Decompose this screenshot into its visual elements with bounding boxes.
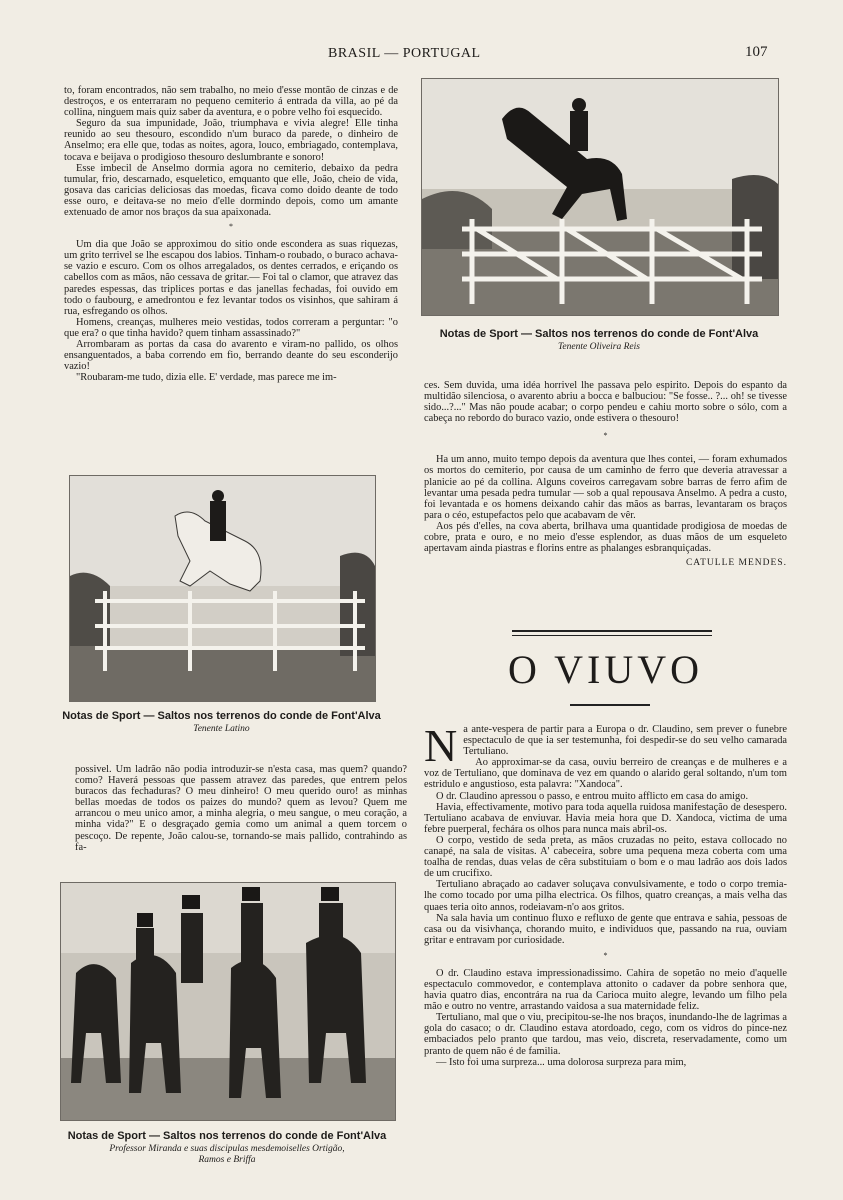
drop-cap: N [424, 720, 458, 771]
running-title: BRASIL — PORTUGAL [328, 46, 481, 61]
caption-latino [49, 710, 394, 735]
paragraph: Homens, creanças, mulheres meio vestidas, todos correram a perguntar: "o que era? o que tinha havido? quem tinham assassinado?" [64, 316, 398, 339]
paragraph: Tertuliano abraçado ao cadaver soluçava convulsivamente, e todo o corpo tremia-lhe como tocado por uma pilha electrica. Os filhos, quatro creanças, a mais velha das quaes teria oito annos, rodeiavam-n'o aos gritos. [424, 879, 787, 913]
heading-rule-bottom [570, 704, 650, 707]
paragraph: Ha um anno, muito tempo depois da aventura que lhes contei, — foram exhumados os mortos do cemiterio, por causa de um caminho de ferro que deveria atravessar a planicie ao pé da collina. Alguns coveiros carregavam sobre barras de ferro afim de levantar uma pesada pedra tumular — sob a qual repousava Anselmo. A pedra a custo, foi levantada e os homens deixando cahir das mãos as barras, levantaram os braços para o céo, estupefactos pelo que acabavam de vêr. [424, 454, 787, 521]
paragraph: a ante-vespera de partir para a Europa o dr. Claudino, sem prever o funebre espectaculo de que ia ser testemunha, foi despedir-se do seu velho camarada Tertuliano. [463, 724, 787, 758]
section-separator: * [229, 222, 233, 232]
paragraph: O dr. Claudino apressou o passo, e entrou muito afflicto em casa do amigo. [436, 790, 749, 802]
horse-jump-image [70, 476, 375, 701]
paragraph: Havia, effectivamente, motivo para toda aquella ruidosa manifestação de desespero. Tertuliano acabava de enviuvar. Havia meia hora que D. Xandoca, victima de uma febre puerperal, fechára os olhos para nunca mais abril-os. [424, 801, 787, 835]
paragraph: Seguro da sua impunidade, João, triumphava e vivia alegre! Elle tinha reunido ao seu thesouro, escondido n'um buraco da parede, o dinheiro de Anselmo; era elle que, todas as noites, agora, louco, embriagado, contemplava, tocava e beijava o prodigioso thesouro deslumbrante e sonoro! [64, 118, 398, 163]
paragraph: Aos pés d'elles, na cova aberta, brilhava uma quantidade prodigiosa de moedas de cobre, prata e ouro, e no meio d'esse esplendor, as duas mãos de um esqueleto apertavam ainda piastras e florins entre as phalanges esbranquiçadas. [424, 520, 787, 555]
caption-title: Notas de Sport — Saltos nos terrenos do conde de Font'Alva [67, 1130, 387, 1142]
left-column-text-top [64, 85, 398, 383]
article-title: O VIUVO [507, 647, 704, 692]
horse-jump-image [422, 79, 778, 315]
right-column-text-top [424, 380, 787, 569]
caption-oliveira-reis [421, 328, 777, 353]
section-separator: * [603, 950, 608, 960]
caption-subtitle: Tenente Oliveira Reis [558, 342, 640, 352]
running-header [0, 46, 843, 66]
paragraph: ces. Sem duvida, uma idéa horrivel lhe passava pelo espirito. Depois do espanto da multidão silenciosa, o avarento abriu a bocca e balbuciou: "Se fosse.. ?... oh! se tivesse sido...?..." Mas não poude acabar; o corpo pendeu e cahiu morto sobre o sólo, com a cabeça no rebordo do buraco vazio, onde estivera o thesouro! [424, 380, 787, 425]
caption-subtitle: Tenente Latino [193, 724, 250, 734]
paragraph: Um dia que João se approximou do sitio onde escondera as suas riquezas, um grito terrivel se lhe escapou dos labios. Tinham-o roubado, o buraco achava-se vazio e escuro. Com os olhos arregalados, os dentes cerrados, e eriçando os cabellos com as mãos, não cessava de gritar.— Foi tal o clamor, que atravez das paredes espessas, das triplices portas e das janellas fechadas, foi ouvido em todo o faubourg, e amedrontou e fez levantar todos os visinhos, que sahiram á rua, esfregando os olhos. [64, 239, 398, 317]
paragraph: possivel. Um ladrão não podia introduzir-se n'esta casa, mas quem? quando? como? Haverá pessoas que passem atravez das paredes, que entrem pelos buracos das fechaduras? O meu dinheiro! O meu querido ouro! as minhas bellas moedas de todos os paizes do mundo? quem as levou? Quem me arrancou o meu unico amor, a minha alegria, o meu sangue, o meu coração, a minha vida?" E o desgraçado gemia como um animal a quem torcem o pescoço. De repente, João calou-se, tornando-se mais pallido, contrahindo as fa- [75, 764, 407, 853]
paragraph: O dr. Claudino estava impressionadissimo. Cahira de sopetão no meio d'aquelle espectaculo commovedor, e contemplava attonito o cadaver da pobre senhora que, havia quatro dias, encontrára na rua da Carioca muito alegre, levando um filho pela mão e outro no ventre, arrastando vaidosa a sua maternidade feliz. [424, 967, 787, 1013]
paragraph: Na sala havia um continuo fluxo e refluxo de gente que entrava e sahia, pessoas de casa ou da visivhança, chorando muito, e individuos que, passando na rua, ouviam gritar e entravam por curiosidade. [424, 912, 787, 946]
paragraph: Esse imbecil de Anselmo dormia agora no cemiterio, debaixo da pedra tumular, frio, descarnado, esqueletico, emquanto que elle, João, cheio de vida, gosava das caricias deliciosas das moedas, ficava como doido deante de todo esse ouro, e deitava-se no meio d'elle dormindo depois, como um amante extenuado de amor nos braços da sua apaixonada. [64, 162, 398, 219]
left-column-text-middle [75, 764, 407, 853]
section-separator: * [603, 431, 608, 441]
caption-title: Notas de Sport — Saltos nos terrenos do conde de Font'Alva [439, 328, 759, 340]
paragraph: Ao approximar-se da casa, ouviu berreiro de creanças e de mulheres e a voz de Tertuliano, que dominava de vez em quando o alarido geral soltando, n'um tom estridulo e angustioso, esta palavra: "Xandoca". [424, 757, 787, 791]
caption-subtitle: Professor Miranda e suas discipulas mesdemoiselles Ortigão, [109, 1144, 345, 1154]
caption-title: Notas de Sport — Saltos nos terrenos do conde de Font'Alva [62, 710, 381, 722]
signature: CATULLE MENDES. [685, 558, 787, 569]
riders-group-image [61, 883, 395, 1120]
heading-rule-top [512, 630, 712, 636]
photo-horse-jump-oliveira-reis [421, 78, 779, 316]
paragraph: — Isto foi uma surpreza... uma dolorosa surpreza para mim, [436, 1056, 687, 1068]
photo-riders-group [60, 882, 396, 1121]
caption-subtitle: Ramos e Briffa [198, 1155, 256, 1165]
paragraph: "Roubaram-me tudo, dizia elle. E' verdade, mas parece me im- [76, 372, 337, 384]
paragraph: to, foram encontrados, não sem trabalho, no meio d'esse montão de cinzas e de destroços, e os enterraram no pequeno cemiterio á entrada da villa, ao pé da collina, ninguem mais quiz saber da aventura, e o pobre velho foi esquecido. [64, 85, 398, 119]
paragraph: Arrombaram as portas da casa do avarento e viram-no pallido, os olhos ensanguentados, a baba correndo em fio, berrando deante do seu esconderijo vazio! [64, 338, 398, 373]
right-column-text-lower [424, 720, 787, 1068]
paragraph: O corpo, vestido de seda preta, as mãos cruzadas no peito, estava collocado no canapé, na sala de visitas. A' cabeceira, sobre uma pequena meza coberta com uma toalha de rendas, duas velas de cêra substituiam o bom e o mau ladrão aos dois lados de um crucifixo. [424, 834, 787, 880]
photo-horse-jump-latino [69, 475, 376, 702]
caption-riders-group [49, 1130, 405, 1166]
page-number: 107 [745, 44, 768, 60]
paragraph: Tertuliano, mal que o viu, precipitou-se-lhe nos braços, inundando-lhe de lagrimas a gola do casaco; o dr. Claudino estava atordoado, cego, com os vidros do pince-nez embaciados pelo pranto que tardou, mas veio, discreta, reservadamente, como um pranto de quem não é de familia. [424, 1012, 787, 1057]
